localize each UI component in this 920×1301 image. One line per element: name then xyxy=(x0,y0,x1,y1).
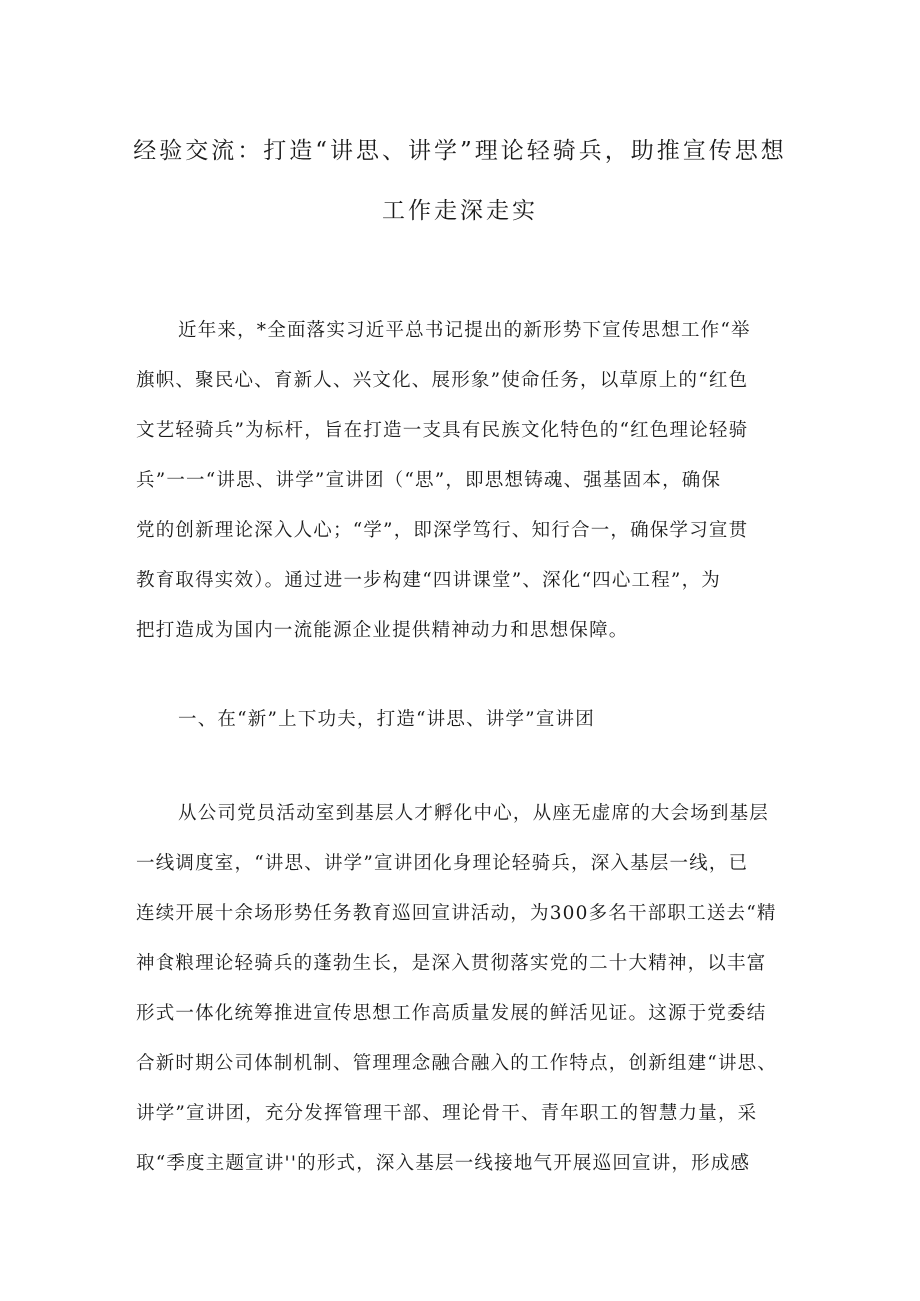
paragraph-line: 文艺轻骑兵”为标杆，旨在打造一支具有民族文化特色的“红色理论轻骑 xyxy=(136,420,749,441)
paragraph-line: 连续开展十余场形势任务教育巡回宣讲活动，为300多名干部职工送去“精 xyxy=(136,903,777,924)
paragraph-line: 合新时期公司体制机制、管理理念融合融入的工作特点，创新组建“讲思、 xyxy=(136,1053,778,1074)
document-title-line-2: 工作走深走实 xyxy=(382,198,538,224)
paragraph-line: 近年来，*全面落实习近平总书记提出的新形势下宣传思想工作“举 xyxy=(178,320,751,341)
paragraph-line: 讲学”宣讲团，充分发挥管理干部、理论骨干、青年职工的智慧力量，采 xyxy=(136,1103,758,1124)
paragraph-line: 党的创新理论深入人心；“学”，即深学笃行、知行合一，确保学习宣贯 xyxy=(136,520,749,541)
document-title-line-1: 经验交流：打造“讲思、讲学”理论轻骑兵，助推宣传思想 xyxy=(133,138,787,164)
paragraph-line: 神食粮理论轻骑兵的蓬勃生长，是深入贯彻落实党的二十大精神，以丰富 xyxy=(136,953,767,974)
section-heading: 一、在“新”上下功夫，打造“讲思、讲学”宣讲团 xyxy=(178,709,595,730)
paragraph-line: 兵”一一“讲思、讲学”宣讲团（“思”，即思想铸魂、强基固本，确保 xyxy=(136,470,722,491)
paragraph-line: 把打造成为国内一流能源企业提供精神动力和思想保障。 xyxy=(136,620,629,641)
paragraph-line: 取“季度主题宣讲''的形式，深入基层一线接地气开展巡回宣讲，形成感 xyxy=(136,1153,751,1174)
paragraph-line: 一线调度室，“讲思、讲学”宣讲团化身理论轻骑兵，深入基层一线，已 xyxy=(136,853,749,874)
paragraph-line: 旗帜、聚民心、育新人、兴文化、展形象”使命任务，以草原上的“红色 xyxy=(136,370,749,391)
paragraph-line: 教育取得实效）。通过进一步构建“四讲课堂”、深化“四心工程”，为 xyxy=(136,570,721,591)
paragraph-line: 从公司党员活动室到基层人才孵化中心，从座无虚席的大会场到基层 xyxy=(178,803,770,824)
paragraph-line: 形式一体化统筹推进宣传思想工作高质量发展的鲜活见证。这源于党委结 xyxy=(136,1003,767,1024)
